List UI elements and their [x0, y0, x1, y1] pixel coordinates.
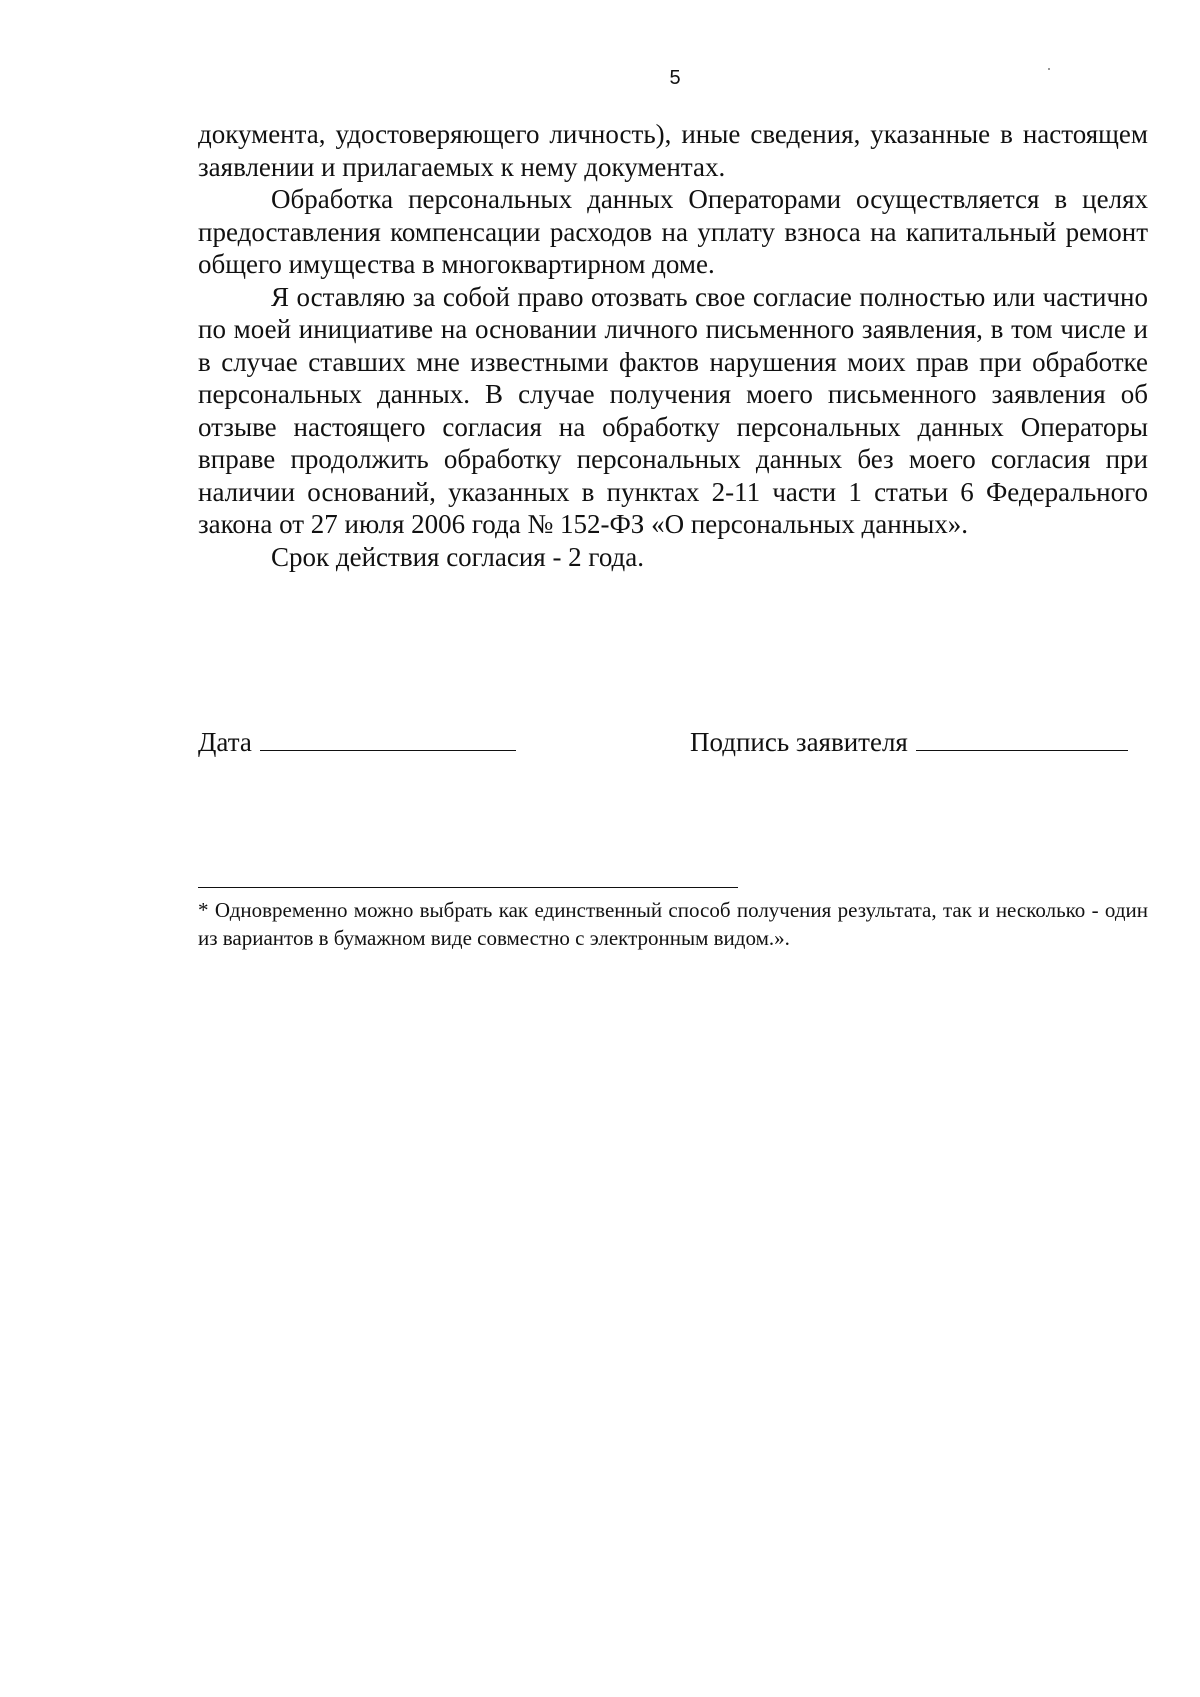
date-blank-line[interactable] — [260, 726, 516, 751]
footnote-separator — [198, 887, 738, 888]
date-field — [198, 726, 516, 758]
paragraph-continuation: документа, удостоверяющего личность), иные сведения, указанные в настоящем заявлении и прилагаемых к нему документах. — [198, 119, 1148, 182]
signature-label: Подпись заявителя — [690, 727, 908, 757]
signature-field — [690, 726, 1128, 758]
paragraph-consent-withdrawal: Я оставляю за собой право отозвать свое согласие полностью или частично по моей инициативе на основании личного письменного заявления, в том числе и в случае ставших мне известными фактов нарушения моих прав при обработке персональных данных. В случае получения моего письменного заявления об отзыве настоящего согласия на обработку персональных данных Операторы вправе продолжить обработку персональных данных без моего согласия при наличии оснований, указанных в пунктах 2-11 части 1 статьи 6 Федерального закона от 27 июля 2006 года № 152-ФЗ «О персональных данных». — [198, 281, 1148, 539]
paragraph-consent-term: Срок действия согласия - 2 года. — [271, 541, 645, 572]
footnote: * Одновременно можно выбрать как единственный способ получения результата, так и несколько - один из вариантов в бумажном виде совместно с электронным видом.». — [198, 898, 1148, 950]
paragraph-processing-purpose: Обработка персональных данных Операторами осуществляется в целях предоставления компенсации расходов на уплату взноса на капитальный ремонт общего имущества в многоквартирном доме. — [198, 184, 1148, 279]
signature-row — [198, 726, 1148, 762]
signature-blank-line[interactable] — [916, 726, 1128, 751]
date-label: Дата — [198, 727, 252, 757]
page-number: 5 — [669, 67, 681, 89]
document-body — [198, 118, 1148, 573]
scan-speck — [1048, 68, 1050, 70]
